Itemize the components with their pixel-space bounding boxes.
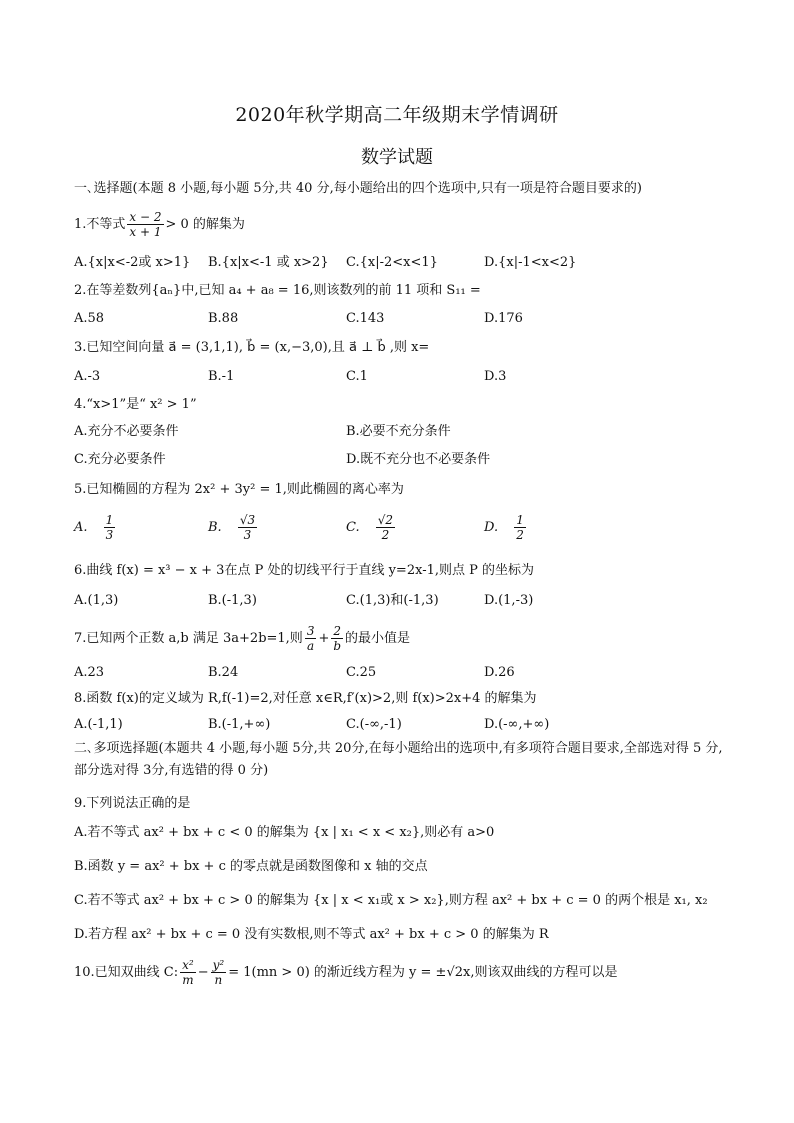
q10-fraction-1: [180, 958, 196, 987]
q1-option-a: A.{x|x<-2或 x>1}: [74, 255, 191, 270]
question-1: [74, 210, 245, 239]
q1-prefix: 1.不等式: [74, 217, 126, 232]
q10-prefix: 10.已知双曲线 C:: [74, 965, 179, 980]
q10-f2-den: n: [214, 973, 223, 987]
q6-option-b: B.(-1,3): [208, 593, 257, 608]
question-4: 4.“x>1”是“ x² > 1”: [74, 397, 197, 412]
q7-fraction-1: [305, 624, 317, 653]
q3-option-d: D.3: [484, 369, 507, 384]
q5-a-label: A.: [74, 520, 88, 535]
q1-option-c: C.{x|-2<x<1}: [346, 255, 438, 270]
q2-option-c: C.143: [346, 311, 385, 326]
q5-b-fraction: [238, 513, 257, 542]
q1-option-b: B.{x|x<-1 或 x>2}: [208, 255, 329, 270]
q3-option-c: C.1: [346, 369, 368, 384]
q7-f2-den: b: [333, 639, 342, 653]
q2-option-a: A.58: [74, 311, 105, 326]
q2-option-d: D.176: [484, 311, 523, 326]
q5-option-b: [208, 513, 259, 542]
q5-b-num: √3: [239, 513, 256, 527]
q4-option-d: D.既不充分也不必要条件: [346, 452, 491, 467]
q5-b-label: B.: [208, 520, 222, 535]
q5-b-den: 3: [243, 528, 252, 542]
q5-d-den: 2: [516, 528, 524, 542]
q4-option-b: B.必要不充分条件: [346, 424, 451, 439]
q5-c-den: 2: [381, 528, 390, 542]
q2-option-b: B.88: [208, 311, 239, 326]
section1-heading: 一､选择题(本题 8 小题,每小题 5分,共 40 分,每小题给出的四个选项中,只有一项是符合题目要求的): [74, 181, 642, 196]
question-7: [74, 624, 410, 653]
q5-a-fraction: [104, 513, 116, 542]
q8-option-d: D.(-∞,+∞): [484, 717, 550, 732]
q1-suffix: > 0 的解集为: [165, 217, 245, 232]
q10-f1-den: m: [182, 973, 194, 987]
q10-fraction-2: [211, 958, 227, 987]
q5-option-a: [74, 513, 117, 542]
q7-suffix: 的最小值是: [345, 631, 411, 646]
q6-option-c: C.(1,3)和(-1,3): [346, 593, 439, 608]
section2-heading: 二､多项选择题(本题共 4 小题,每小题 5分,共 20分,在每小题给出的选项中,有多项符合题目要求,全部选对得 5 分,部分选对得 3分,有选错的得 0 分): [74, 741, 723, 778]
q5-c-num: √2: [377, 513, 394, 527]
q3-option-a: A.-3: [74, 369, 101, 384]
q7-option-a: A.23: [74, 665, 105, 680]
q4-option-a: A.充分不必要条件: [74, 424, 179, 439]
q5-c-label: C.: [346, 520, 360, 535]
question-6: 6.曲线 f(x) = x³ − x + 3在点 P 处的切线平行于直线 y=2x-1,则点 P 的坐标为: [74, 563, 535, 578]
question-3: 3.已知空间向量 a⃗ = (3,1,1), b⃗ = (x,−3,0),且 a⃗ ⊥ b⃗ ,则 x=: [74, 340, 430, 355]
q3-option-b: B.-1: [208, 369, 235, 384]
q7-plus: +: [318, 631, 330, 646]
q5-a-num: 1: [105, 513, 114, 527]
q7-f1-num: 3: [306, 624, 315, 638]
q1-fraction: [127, 210, 163, 239]
question-9: 9.下列说法正确的是: [74, 796, 191, 811]
question-5: 5.已知椭圆的方程为 2x² + 3y² = 1,则此椭圆的离心率为: [74, 482, 404, 497]
question-8: 8.函数 f(x)的定义域为 R,f(-1)=2,对任意 x∈R,f′(x)>2,则 f(x)>2x+4 的解集为: [74, 691, 537, 706]
q7-f2-num: 2: [331, 624, 343, 639]
q10-f1-num: x²: [182, 958, 194, 972]
q10-f2-num: y²: [212, 958, 225, 972]
q8-option-b: B.(-1,+∞): [208, 717, 271, 732]
q6-option-d: D.(1,-3): [484, 593, 534, 608]
q9-option-b: B.函数 y = ax² + bx + c 的零点就是函数图像和 x 轴的交点: [74, 859, 428, 874]
q7-option-c: C.25: [346, 665, 377, 680]
q6-option-a: A.(1,3): [74, 593, 119, 608]
q9-option-c: C.若不等式 ax² + bx + c > 0 的解集为 {x | x < x₁或 x > x₂},则方程 ax² + bx + c = 0 的两个根是 x₁, x₂: [74, 893, 708, 908]
exam-title: 2020年秋学期高二年级期末学情调研: [235, 104, 559, 126]
q9-option-a: A.若不等式 ax² + bx + c < 0 的解集为 {x | x₁ < x < x₂},则必有 a>0: [74, 825, 495, 840]
q8-option-a: A.(-1,1): [74, 717, 123, 732]
q5-option-c: [346, 513, 397, 542]
q8-option-c: C.(-∞,-1): [346, 717, 402, 732]
q10-suffix: = 1(mn > 0) 的渐近线方程为 y = ±√2x,则该双曲线的方程可以是: [228, 965, 618, 980]
q7-f1-den: a: [307, 639, 315, 653]
q5-d-num: 1: [516, 513, 524, 527]
q1-frac-den: x + 1: [129, 225, 162, 239]
exam-subtitle: 数学试题: [361, 147, 433, 168]
q1-option-d: D.{x|-1<x<2}: [484, 255, 577, 270]
q7-option-b: B.24: [208, 665, 239, 680]
q4-option-c: C.充分必要条件: [74, 452, 166, 467]
q10-minus: −: [197, 965, 209, 980]
q5-d-fraction: [514, 513, 526, 542]
q5-option-d: [484, 513, 528, 542]
q7-prefix: 7.已知两个正数 a,b 满足 3a+2b=1,则: [74, 631, 303, 646]
q5-c-fraction: [376, 513, 395, 542]
question-10: [74, 958, 617, 987]
q5-a-den: 3: [105, 528, 114, 542]
q5-d-label: D.: [484, 520, 499, 535]
q9-option-d: D.若方程 ax² + bx + c = 0 没有实数根,则不等式 ax² + bx + c > 0 的解集为 R: [74, 927, 549, 942]
q7-fraction-2: [331, 624, 343, 653]
question-2: 2.在等差数列{aₙ}中,已知 a₄ + a₈ = 16,则该数列的前 11 项和 S₁₁ =: [74, 283, 481, 298]
q7-option-d: D.26: [484, 665, 515, 680]
q1-frac-num: x − 2: [129, 210, 162, 224]
